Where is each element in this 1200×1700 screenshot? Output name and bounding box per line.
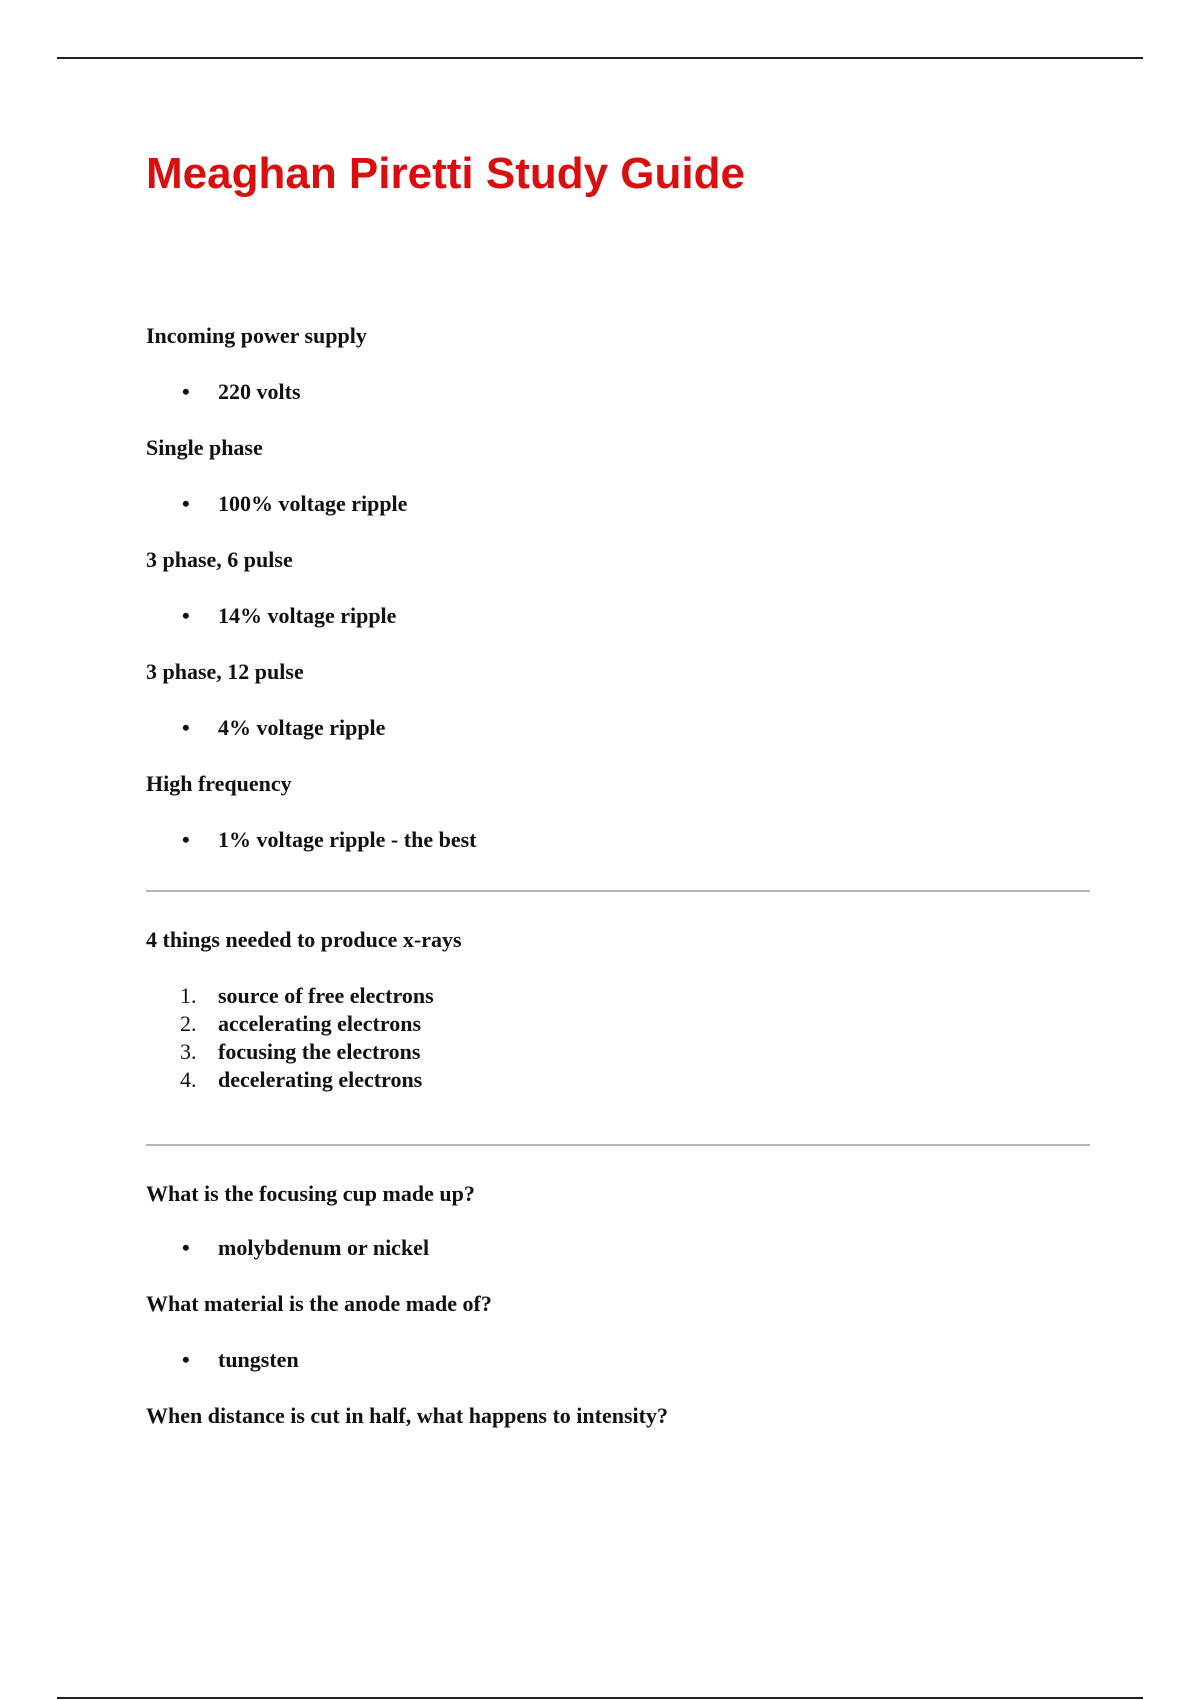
list-item: • 1% voltage ripple - the best: [182, 827, 477, 852]
answer-list: [146, 826, 1090, 854]
question-heading: What is the focusing cup made up?: [146, 1181, 475, 1206]
list-item: 4. decelerating electrons: [180, 1067, 423, 1092]
document-title: Meaghan Piretti Study Guide: [146, 149, 745, 198]
section-power-supply: [146, 322, 1090, 854]
page-top-rule: [57, 57, 1143, 59]
question-heading: Single phase: [146, 435, 263, 460]
bullet-icon: •: [182, 1347, 190, 1372]
section-divider: [146, 1144, 1090, 1146]
question-heading: 3 phase, 12 pulse: [146, 659, 304, 684]
document-body: [146, 140, 1090, 1430]
question-heading: 3 phase, 6 pulse: [146, 547, 293, 572]
answer-list: [146, 378, 1090, 406]
answer-list: [146, 602, 1090, 630]
bullet-icon: •: [182, 379, 190, 404]
bullet-icon: •: [182, 603, 190, 628]
question-heading: High frequency: [146, 771, 292, 796]
question-heading: When distance is cut in half, what happens to intensity?: [146, 1403, 668, 1428]
list-item: • tungsten: [182, 1347, 299, 1372]
answer-list: [146, 490, 1090, 518]
section-divider: [146, 890, 1090, 892]
list-item: • 14% voltage ripple: [182, 603, 397, 628]
list-item: 3. focusing the electrons: [180, 1039, 421, 1064]
list-item: • 220 volts: [182, 379, 301, 404]
answer-list: [146, 714, 1090, 742]
bullet-icon: •: [182, 1235, 190, 1260]
list-item: • 4% voltage ripple: [182, 715, 386, 740]
list-item: • 100% voltage ripple: [182, 491, 408, 516]
list-number: 1.: [180, 983, 197, 1008]
page-bottom-rule: [57, 1697, 1143, 1699]
answer-list: [146, 1346, 1090, 1374]
bullet-icon: •: [182, 827, 190, 852]
bullet-icon: •: [182, 715, 190, 740]
section-tube-materials: [146, 1180, 1090, 1430]
numbered-list: [146, 982, 1090, 1094]
answer-list: [146, 1234, 1090, 1262]
question-heading: 4 things needed to produce x-rays: [146, 927, 462, 952]
list-number: 3.: [180, 1039, 197, 1064]
section-xray-requirements: [146, 926, 1090, 1094]
bullet-icon: •: [182, 491, 190, 516]
list-item: 2. accelerating electrons: [180, 1011, 422, 1036]
list-item: 1. source of free electrons: [180, 983, 434, 1008]
list-number: 2.: [180, 1011, 197, 1036]
question-heading: What material is the anode made of?: [146, 1291, 492, 1316]
question-heading: Incoming power supply: [146, 323, 367, 348]
list-number: 4.: [180, 1067, 197, 1092]
list-item: • molybdenum or nickel: [182, 1235, 430, 1260]
